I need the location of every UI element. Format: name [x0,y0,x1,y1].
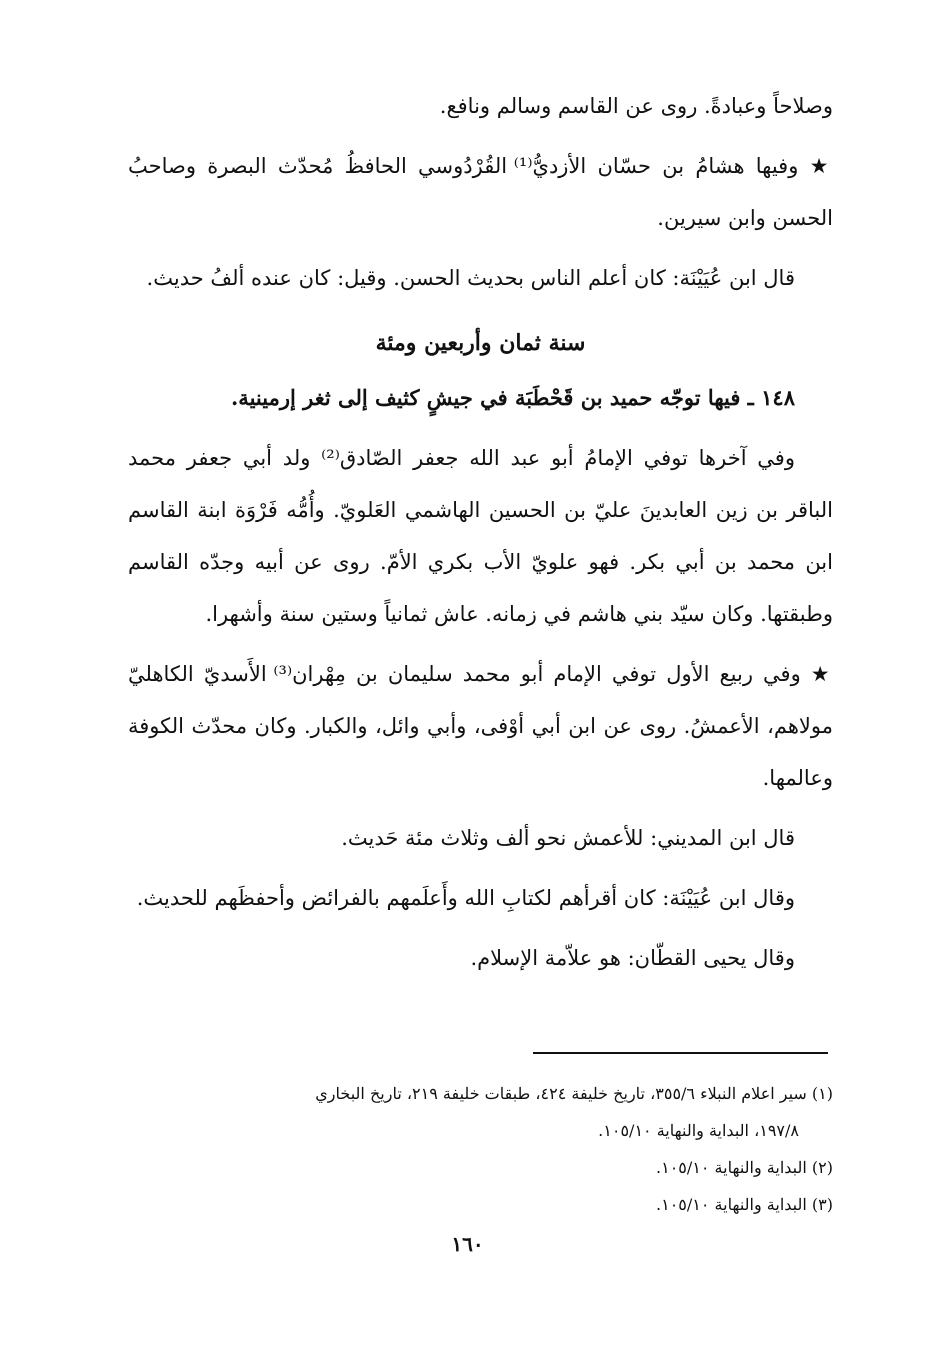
paragraph-jafar-sadiq: وفي آخرها توفي الإمامُ أبو عبد الله جعفر الصّادق⁽²⁾ ولد أبي جعفر محمد الباقر بن زين العابدينَ عليّ بن الحسين الهاشمي العَلويّ. وأُمُّه فَرْوَة ابنة القاسم ابن محمد بن أبي بكر. فهو علويّ الأب بكري الأمّ. روى عن أبيه وجدّه القاسم وطبقتها. وكان سيّد بني هاشم في زمانه. عاش ثمانياً وستين سنة وأشهرا. [128,446,833,626]
paragraph-qattan-quote: وقال يحيى القطّان: هو علاّمة الإسلام. [470,946,795,970]
paragraph-hisham: ★ وفيها هشامُ بن حسّان الأزديُّ⁽¹⁾ القُرْدُوسي الحافظُ مُحدّث البصرة وصاحبُ الحسن وابن سيرين. [128,154,833,230]
footnote-1 [128,1075,833,1149]
page-number: ١٦٠ [451,1232,484,1256]
footnote-1-line-2: ١٩٧/٨، البداية والنهاية ١٠٥/١٠. [598,1121,799,1140]
page-body [128,80,833,992]
paragraph-amash: ★ وفي ربيع الأول توفي الإمام أبو محمد سليمان بن مِهْران⁽³⁾ الأَسديّ الكاهليّ مولاهم، الأعمشُ. روى عن ابن أبي أوْفى، وأبي وائل، والكبار. وكان محدّث الكوفة وعالمها. [128,662,833,790]
footnote-2: (٢) البداية والنهاية ١٠٥/١٠. [656,1158,833,1177]
footnote-separator [533,1052,828,1054]
paragraph-ibn-uyayna-quote-2: وقال ابن عُيَيْنَة: كان أقرأهم لكتابِ الله وأَعلَمهم بالفرائض وأحفظَهم للحديث. [136,886,795,910]
paragraph-ibn-uyayna-quote: قال ابن عُيَيْنَة: كان أعلم الناس بحديث الحسن. وقيل: كان عنده ألفُ حديث. [146,266,795,290]
section-heading-year: سنة ثمان وأربعين ومئة [375,330,586,356]
footnote-3: (٣) البداية والنهاية ١٠٥/١٠. [656,1195,833,1214]
footnote-1-line-1: (١) سير اعلام النبلاء ٣٥٥/٦، تاريخ خليفة ٤٢٤، طبقات خليفة ٢١٩، تاريخ البخاري [315,1084,833,1103]
footnotes [128,1075,833,1223]
year-entry-148: ١٤٨ ـ فيها توجّه حميد بن قَحْطَبَة في جيشٍ كثيف إلى ثغر إرمينية. [231,385,795,410]
paragraph-continuation: وصلاحاً وعبادةً. روى عن القاسم وسالم ونافع. [439,94,833,118]
paragraph-ibn-madini-quote: قال ابن المديني: للأعمش نحو ألف وثلاث مئة حَديث. [341,826,795,850]
